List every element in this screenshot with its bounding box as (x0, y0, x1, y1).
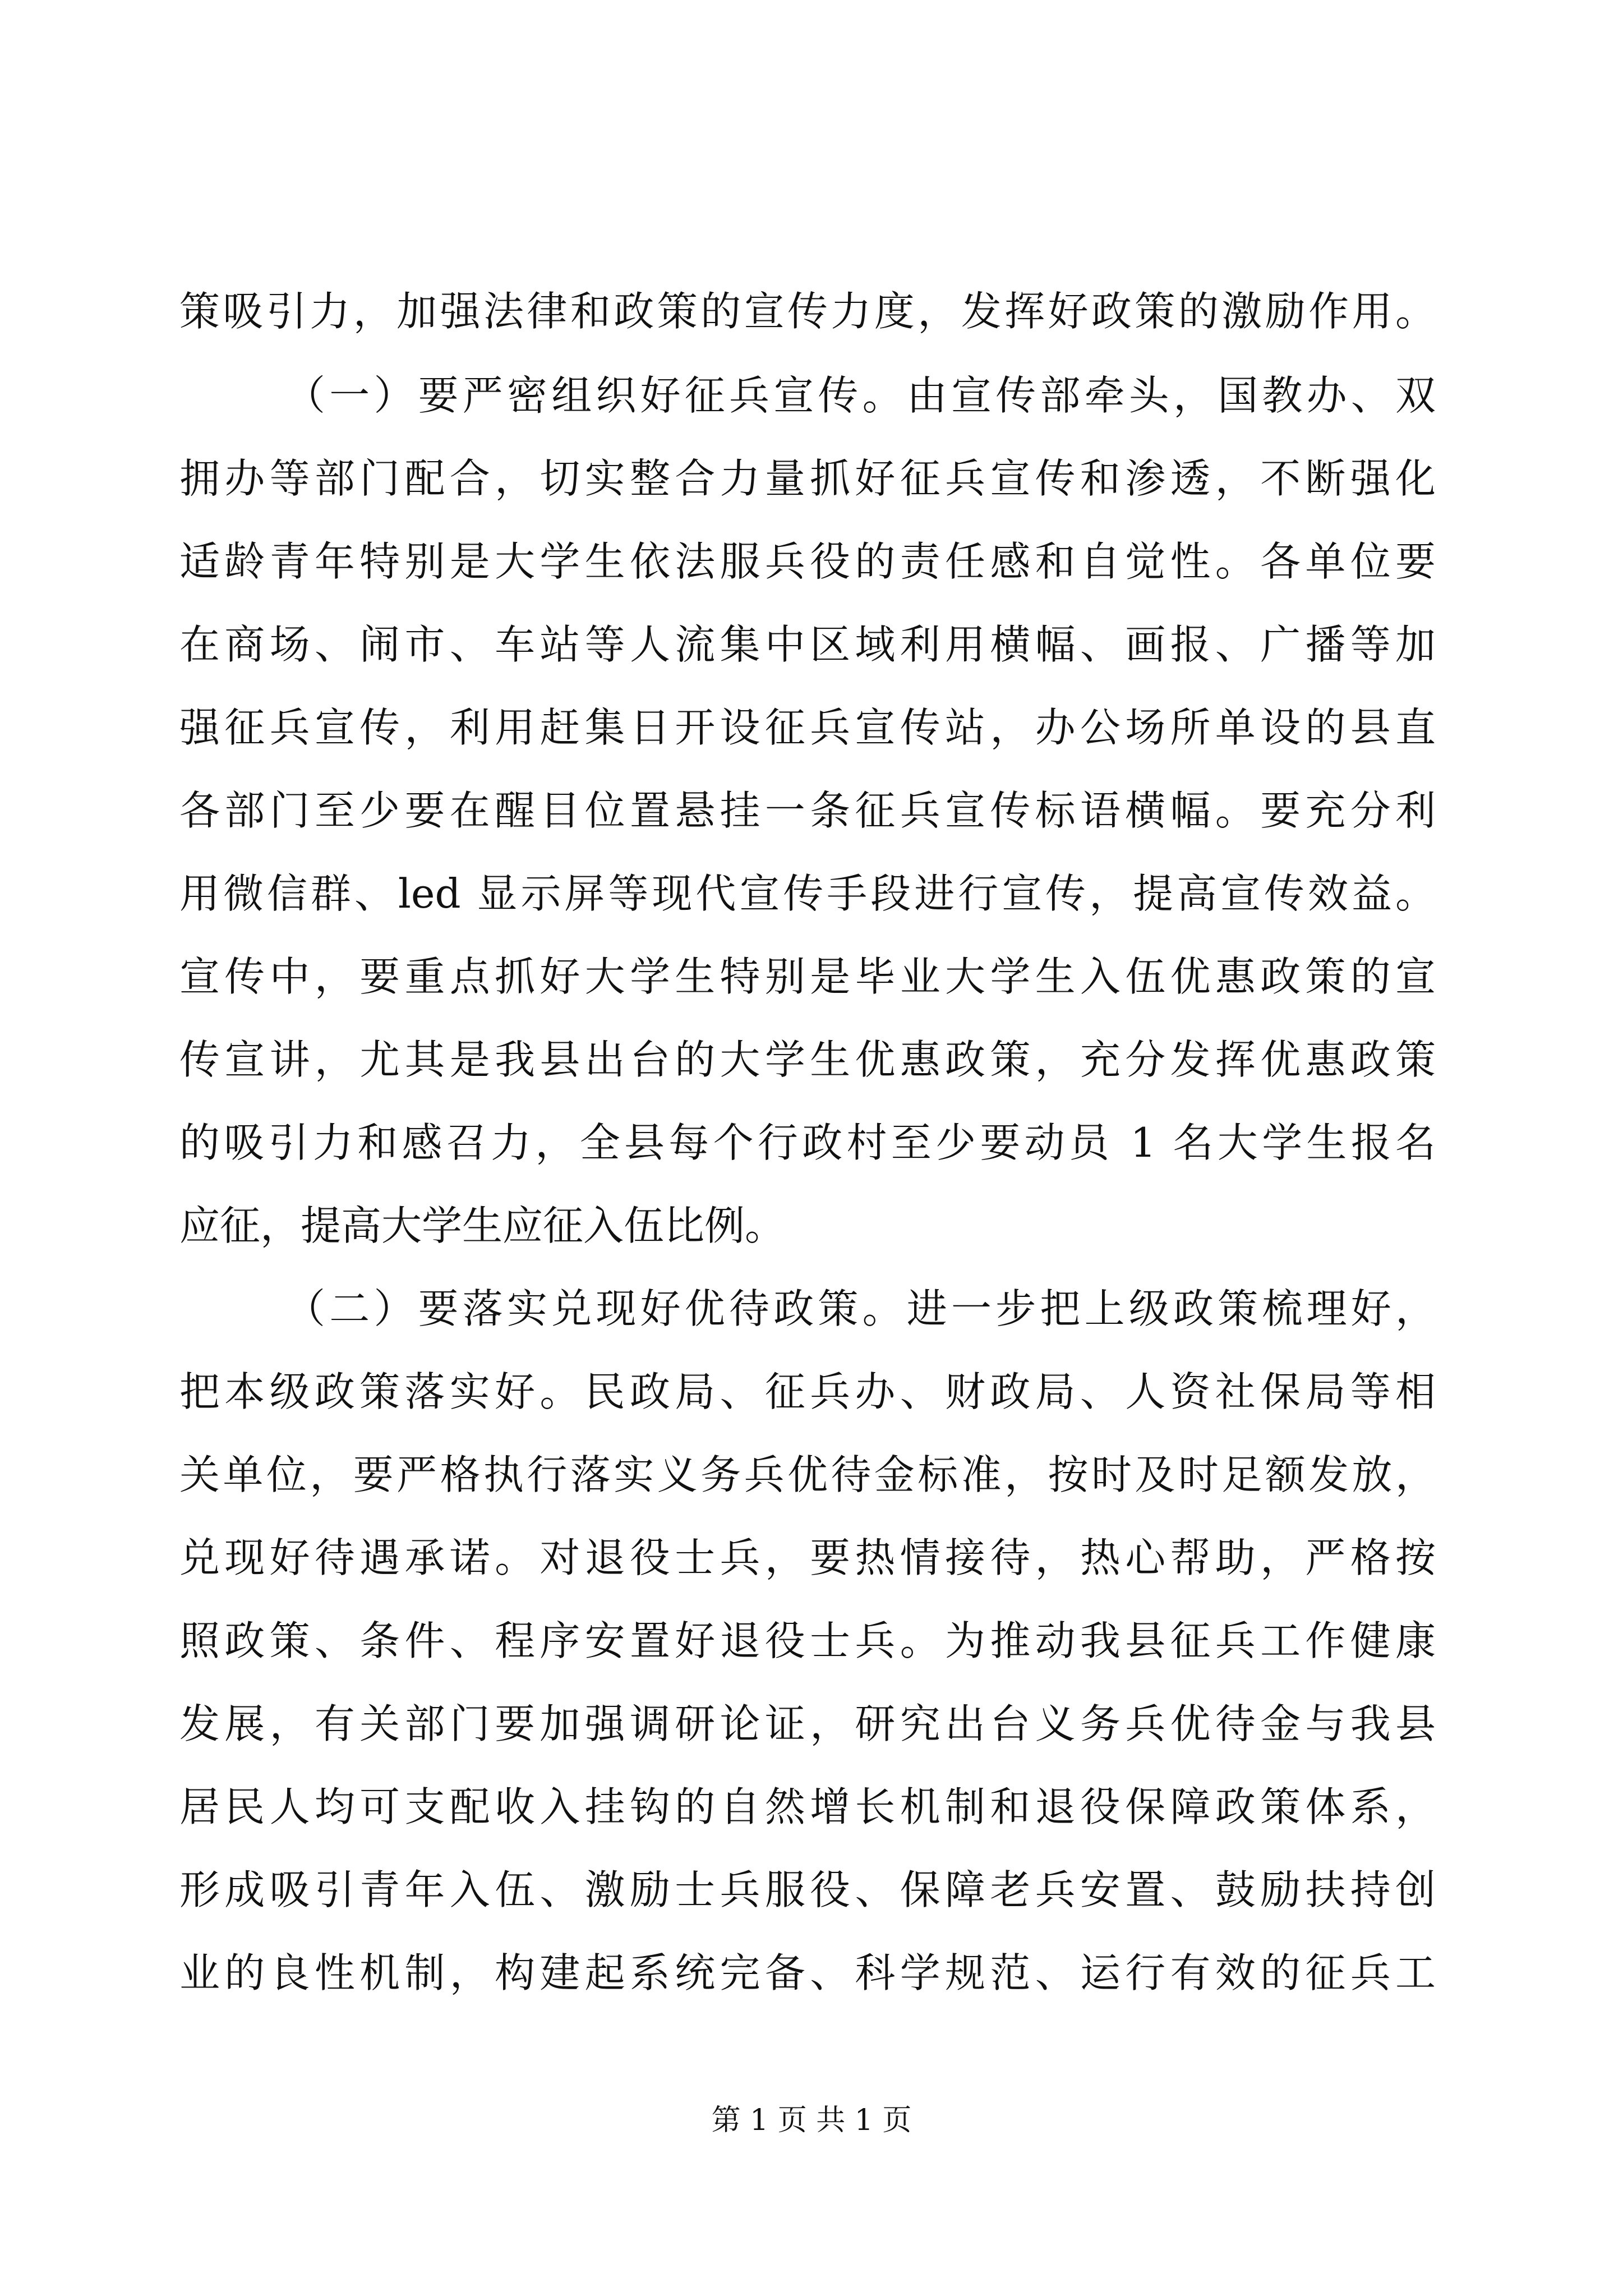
text-line: 传宣讲，尤其是我县出台的大学生优惠政策，充分发挥优惠政策 (179, 1036, 1436, 1083)
text-line: 适龄青年特别是大学生依法服兵役的责任感和自觉性。各单位要 (179, 538, 1436, 585)
text-line: 兑现好待遇承诺。对退役士兵，要热情接待，热心帮助，严格按 (179, 1534, 1436, 1581)
text-line: 策吸引力，加强法律和政策的宣传力度，发挥好政策的激励作用。 (179, 288, 1436, 335)
text-line: 用微信群、led 显示屏等现代宣传手段进行宣传，提高宣传效益。 (179, 870, 1436, 917)
text-line: 发展，有关部门要加强调研论证，研究出台义务兵优待金与我县 (179, 1700, 1436, 1747)
text-line: 居民人均可支配收入挂钩的自然增长机制和退役保障政策体系， (179, 1783, 1436, 1830)
text-line: 形成吸引青年入伍、激励士兵服役、保障老兵安置、鼓励扶持创 (179, 1866, 1436, 1913)
text-line: 宣传中，要重点抓好大学生特别是毕业大学生入伍优惠政策的宣 (179, 953, 1436, 1000)
text-line: 把本级政策落实好。民政局、征兵办、财政局、人资社保局等相 (179, 1368, 1436, 1415)
page-footer: 第 1 页 共 1 页 (711, 2104, 912, 2137)
text-line: 拥办等部门配合，切实整合力量抓好征兵宣传和渗透，不断强化 (179, 455, 1436, 502)
paragraph-2-first-line: （二）要落实兑现好优待政策。进一步把上级政策梳理好， (285, 1285, 1436, 1332)
text-line: 强征兵宣传，利用赶集日开设征兵宣传站，办公场所单设的县直 (179, 704, 1436, 751)
paragraph-1-last-line: 应征，提高大学生应征入伍比例。 (179, 1202, 786, 1249)
text-line: 在商场、闹市、车站等人流集中区域利用横幅、画报、广播等加 (179, 621, 1436, 668)
text-line: 的吸引力和感召力，全县每个行政村至少要动员 1 名大学生报名 (179, 1119, 1436, 1166)
text-line: 业的良性机制，构建起系统完备、科学规范、运行有效的征兵工 (179, 1949, 1436, 1996)
text-line: 各部门至少要在醒目位置悬挂一条征兵宣传标语横幅。要充分利 (179, 787, 1436, 834)
text-line: 关单位，要严格执行落实义务兵优待金标准，按时及时足额发放， (179, 1451, 1436, 1498)
paragraph-1-first-line: （一）要严密组织好征兵宣传。由宣传部牵头，国教办、双 (285, 372, 1436, 419)
text-line: 照政策、条件、程序安置好退役士兵。为推动我县征兵工作健康 (179, 1617, 1436, 1664)
